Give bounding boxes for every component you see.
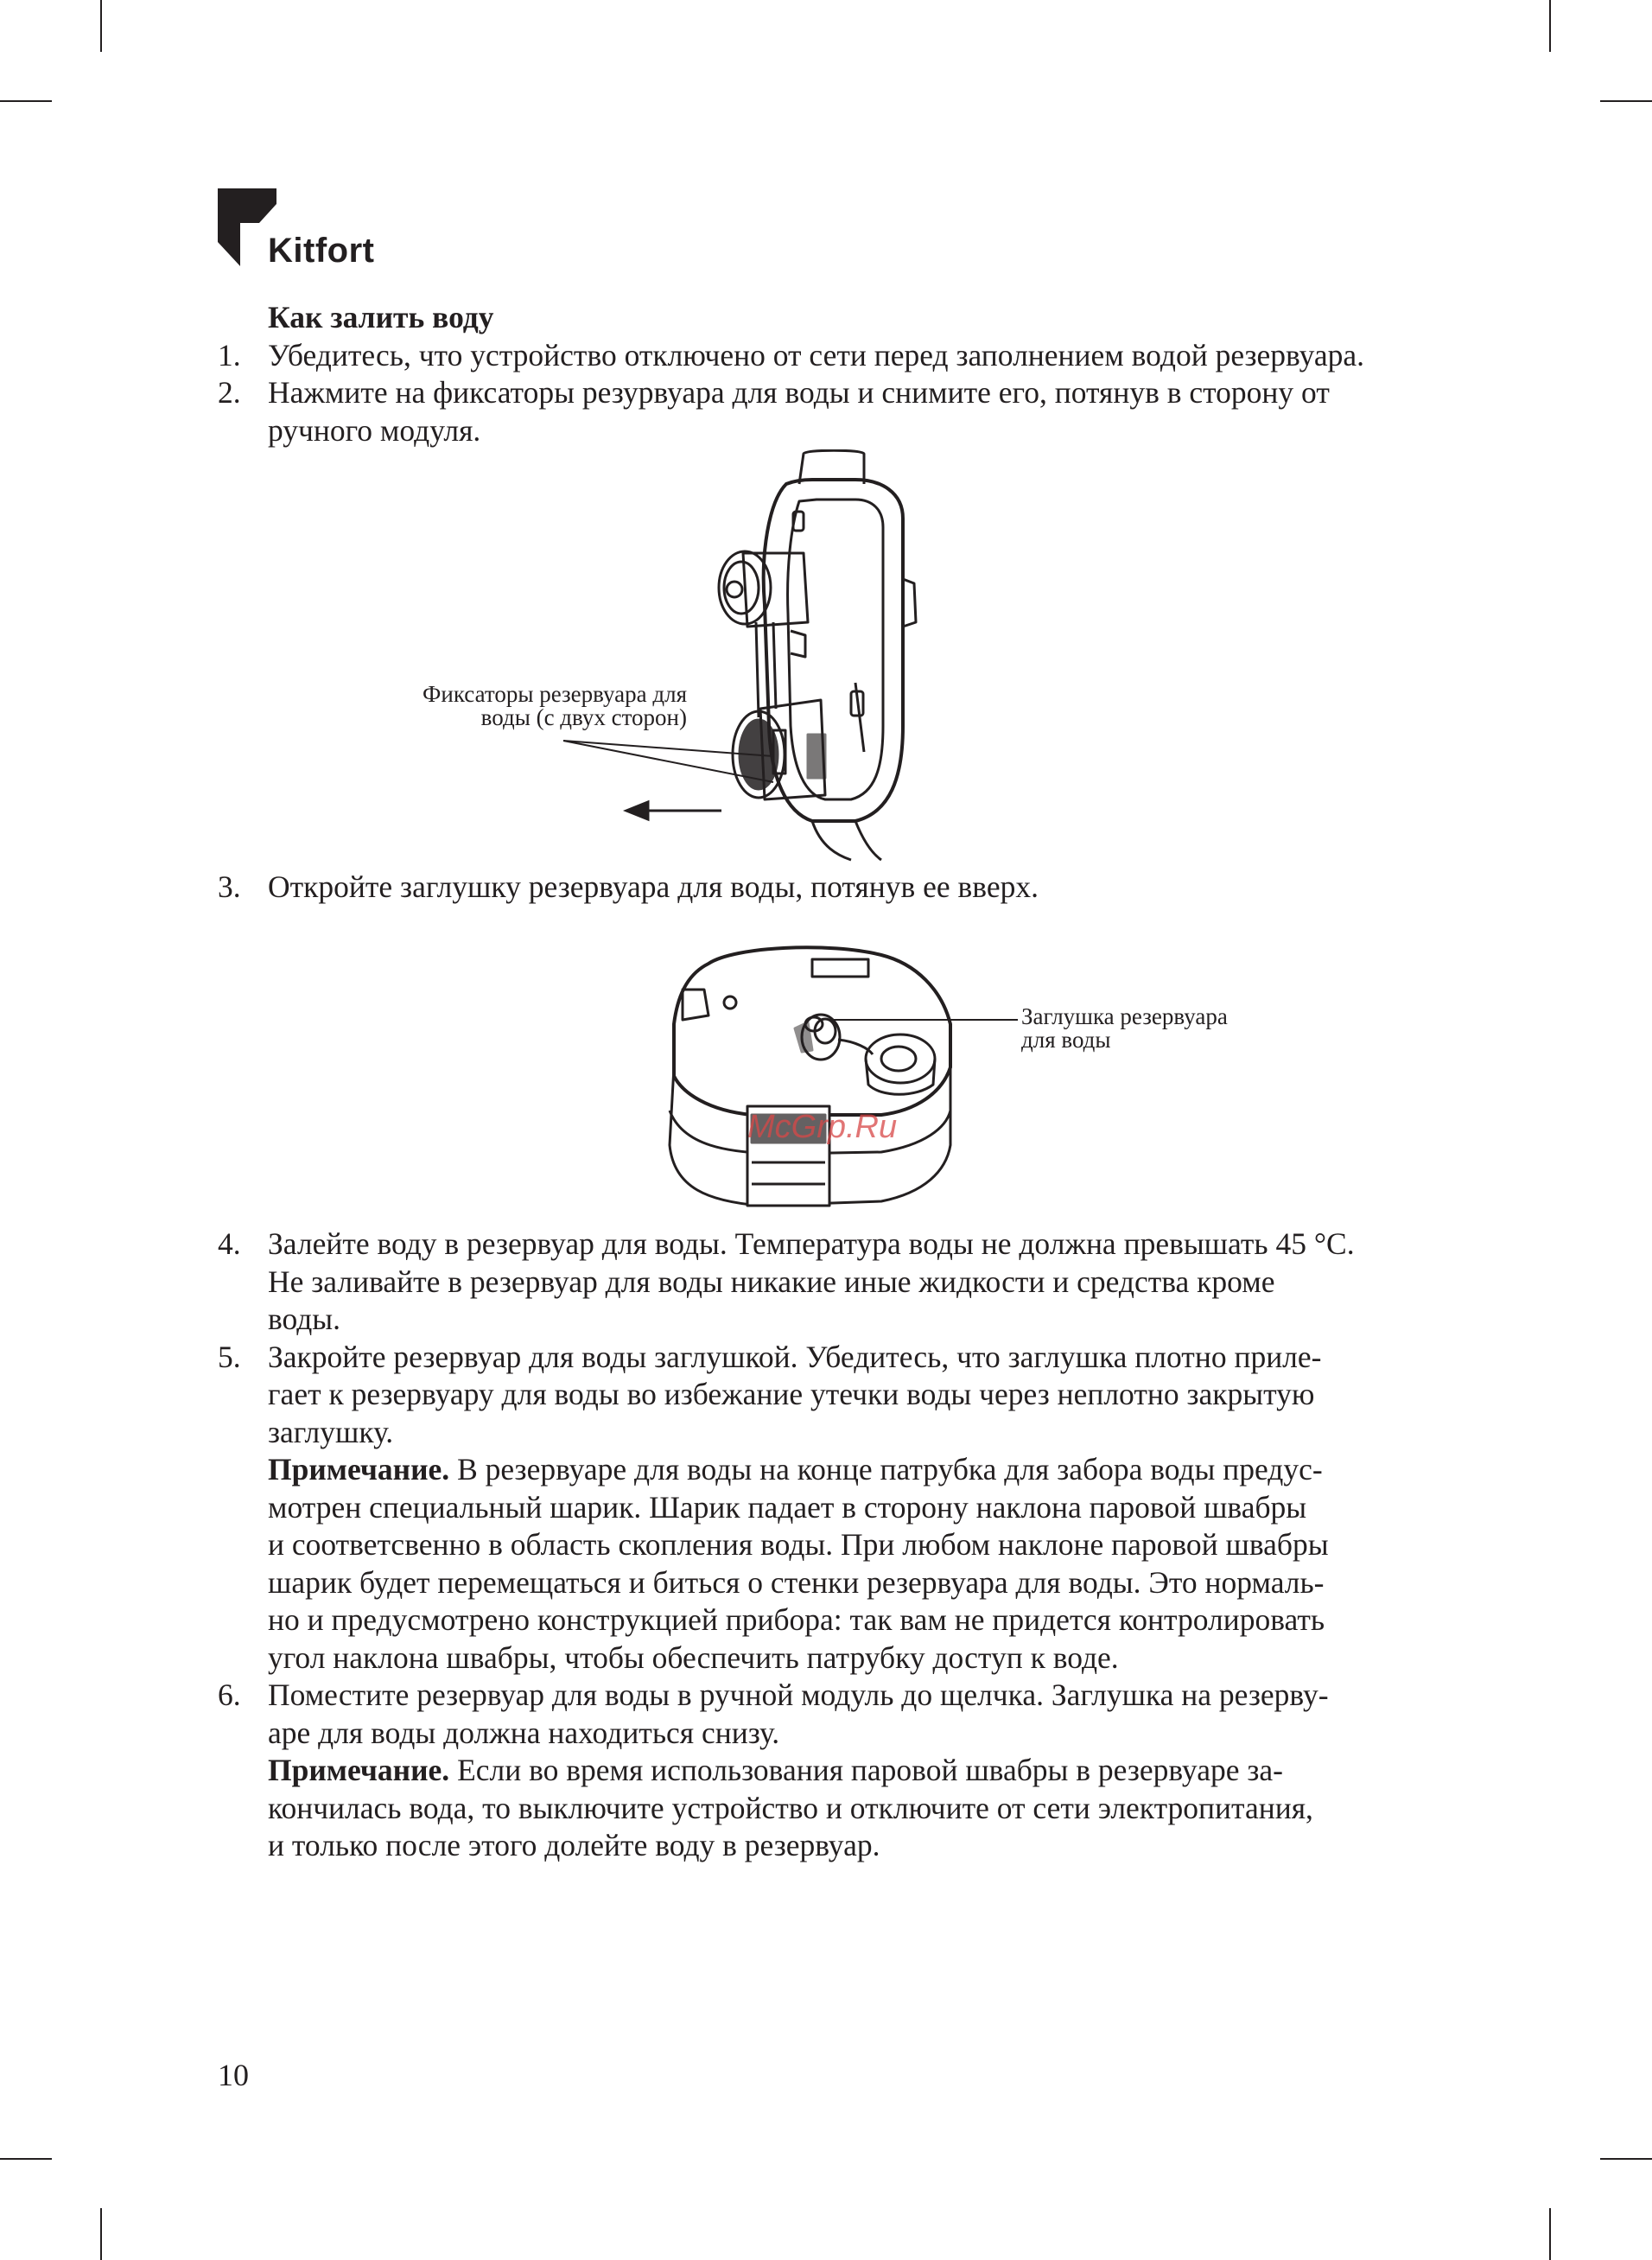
page-number: 10 [218,2058,249,2092]
note-text: шарик будет перемещаться и биться о стенки резервуара для воды. Это нормаль- [268,1564,1325,1600]
step-text: Не заливайте в резервуар для воды никакие иные жидкости и средства кроме [268,1264,1275,1299]
note-first-line [268,1752,1452,1790]
step-2 [218,374,1452,449]
step-number: 3. [218,869,241,904]
step-text: аре для воды должна находиться снизу. [268,1715,780,1750]
note-first-line [268,1451,1452,1489]
note-1 [218,1451,1452,1677]
note-text: но и предусмотрено конструкцией прибора: так вам не придется контролировать [268,1602,1325,1637]
crop-mark-bottom-left [100,2208,102,2260]
step-text: Нажмите на фиксаторы резурвуара для воды и снимите его, потянув в сторону от [268,375,1330,410]
note-text: кончилась вода, то выключите устройство и отключите от сети электропитания, [268,1790,1313,1825]
step-5 [218,1339,1452,1452]
note-text: В резервуаре для воды на конце патрубка для забора воды предус- [449,1452,1323,1487]
crop-mark-top-right [1549,0,1551,52]
plug-callout [1021,1005,1228,1052]
step-number: 6. [218,1677,241,1712]
section-top [218,299,1452,449]
step-number: 2. [218,375,241,410]
step-text: Поместите резервуар для воды в ручной модуль до щелчка. Заглушка на резерву- [268,1677,1329,1712]
step-6 [218,1677,1452,1752]
handheld-module-illustration [605,449,933,864]
fixators-callout [372,683,687,729]
callout-line: Заглушка резервуара [1021,1003,1228,1029]
crop-mark-left-upper [0,100,52,102]
step-1 [218,337,1452,375]
step-text: воды. [268,1302,341,1336]
section-heading: Как залить воду [268,300,494,334]
step-text: Залейте воду в резервуар для воды. Температура воды не должна превышать 45 °С. [268,1226,1355,1261]
step-text: гает к резервуару для воды во избежание утечки воды через неплотно закрытую [268,1377,1315,1411]
brand-name: Kitfort [268,232,375,270]
crop-mark-left-lower [0,2158,52,2160]
note-text: и соответсвенно в область скопления воды. При любом наклоне паровой швабры [268,1527,1329,1562]
crop-mark-right-lower [1600,2158,1652,2160]
note-label: Примечание. [268,1452,450,1487]
step-text: Убедитесь, что устройство отключено от сети перед заполнением водой резервуара. [268,337,1365,372]
water-tank-illustration [657,938,976,1214]
callout-line: для воды [1021,1027,1111,1053]
note-label: Примечание. [268,1753,450,1787]
plug-callout-line [829,1015,1020,1024]
crop-mark-right-upper [1600,100,1652,102]
step-3 [218,869,1452,907]
note-text: мотрен специальный шарик. Шарик падает в сторону наклона паровой швабры [268,1489,1307,1525]
step-text: заглушку. [268,1414,394,1449]
callout-line: воды (с двух сторон) [480,704,687,730]
watermark: McGrp.Ru [747,1109,898,1145]
step-text: ручного модуля. [268,412,481,448]
step-number: 1. [218,337,241,372]
note-2 [218,1752,1452,1865]
step-number: 4. [218,1226,241,1261]
section-bottom [218,1225,1452,1865]
crop-mark-top-left [100,0,102,52]
fixators-callout-lines [562,739,786,791]
step-number: 5. [218,1339,241,1374]
step-4 [218,1225,1452,1339]
crop-mark-bottom-right [1549,2208,1551,2260]
section-step3 [218,869,1452,907]
step-text: Закройте резервуар для воды заглушкой. Убедитесь, что заглушка плотно приле- [268,1339,1322,1374]
callout-line: Фиксаторы резервуара для [423,681,687,707]
note-text: угол наклона швабры, чтобы обеспечить патрубку доступ к воде. [268,1639,1119,1675]
note-text: и только после этого долейте воду в резервуар. [268,1828,880,1862]
step-text: Откройте заглушку резервуара для воды, потянув ее вверх. [268,869,1039,904]
note-text: Если во время использования паровой швабры в резервуаре за- [449,1753,1283,1787]
